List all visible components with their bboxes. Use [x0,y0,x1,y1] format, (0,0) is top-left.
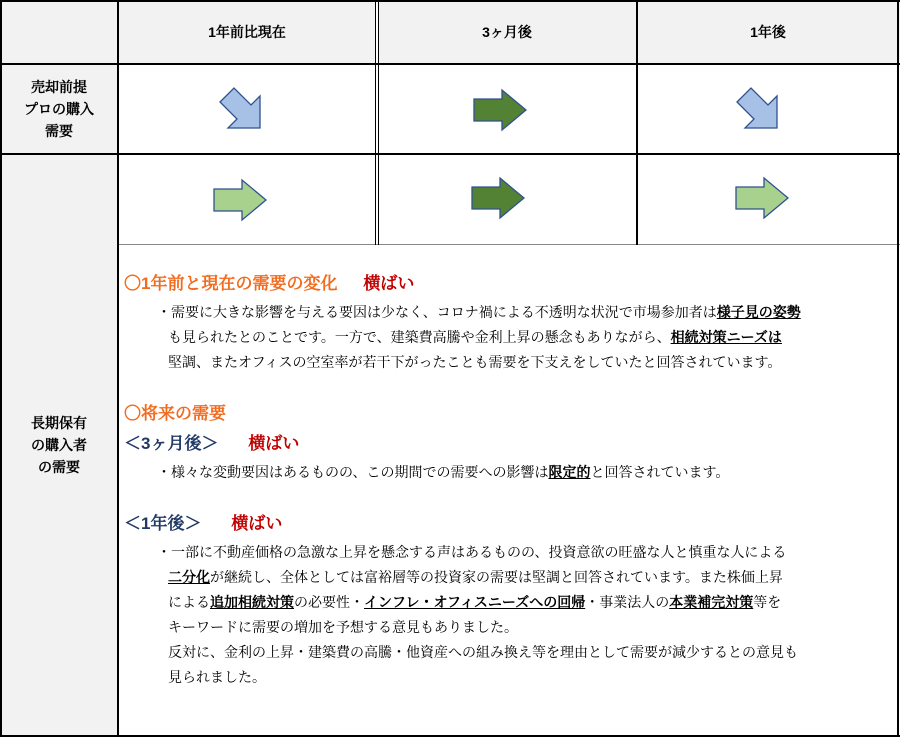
sub2-line3-text-d: 等を [753,594,782,610]
keyword-core-business: 本業補完対策 [669,594,754,610]
sub2-line3-text-a: による [168,594,210,610]
sub2-line4 [168,615,518,639]
column-header-2: 3ヶ月後 [378,0,636,64]
sub2-line3 [168,590,781,614]
row-label-longterm-line2: の購入者 [31,437,87,453]
sub2-line2 [168,565,783,589]
sub2-title: ＜1年後＞ [124,514,202,533]
sub2-line6 [168,665,266,689]
row-label-longterm-line3: の需要 [38,459,80,475]
sub2-line3-text-b: の必要性・ [294,594,364,610]
arrow-right-icon [470,176,526,220]
sub2-line5 [168,640,798,664]
section1-heading [124,272,414,296]
border-arrow-row2-bottom [118,244,900,245]
arrow-down-right-icon [216,84,272,140]
arrow-right-icon [734,176,790,220]
column-header-1: 1年前比現在 [118,0,376,64]
section2-title: 〇将来の需要 [124,404,226,423]
section1-line3-text: 堅調、またオフィスの空室率が若干下がったことも需要を下支えをしていたと回答されています。 [168,354,782,370]
row-label-resale-line3: 需要 [45,123,73,139]
section1-line1 [157,300,801,324]
border-right [897,0,899,737]
column-header-3: 1年後 [636,0,900,64]
row-label-resale-line2: プロの購入 [24,101,94,117]
row-label-resale-line1: 売却前提 [31,79,87,95]
sub1-trend: 横ばい [248,434,300,453]
row-label-longterm [0,154,118,736]
keyword-additional-inheritance: 追加相続対策 [210,594,294,610]
sub1-title: ＜3ヶ月後＞ [124,434,219,453]
border-col2 [636,0,638,245]
sub2-line1 [157,540,786,564]
sub2-heading [124,512,282,536]
sub2-line3-text-c: ・事業法人の [585,594,670,610]
border-left [0,0,2,737]
sub2-line4-text: キーワードに需要の増加を予想する意見もありました。 [168,619,518,635]
sub2-line6-text: 見られました。 [168,669,266,685]
sub1-line-text-b: と回答されています。 [590,464,730,480]
section1-line1-text: ・需要に大きな影響を与える要因は少なく、コロナ禍による不透明な状況で市場参加者は [157,304,717,320]
section1-line2 [168,325,782,349]
keyword-limited: 限定的 [548,464,591,480]
sub1-line-text-a: ・様々な変動要因はあるものの、この期間での需要への影響は [157,464,549,480]
sub2-line5-text: 反対に、金利の上昇・建築費の高騰・他資産への組み換え等を理由として需要が減少するとの意見も [168,644,798,660]
section1-title: 〇1年前と現在の需要の変化 [124,274,338,293]
header-corner [0,0,118,64]
border-row1-bottom [0,153,900,155]
sub2-line2-text: が継続し、全体としては富裕層等の投資家の需要は堅調と回答されています。また株価上昇 [210,569,783,585]
arrow-down-right-icon [733,84,789,140]
sub1-heading [124,432,299,456]
sub1-line [157,460,729,484]
row-label-longterm-line1: 長期保有 [31,415,87,431]
keyword-polarization: 二分化 [168,569,210,585]
border-top [0,0,900,2]
keyword-wait-and-see: 様子見の姿勢 [716,304,801,320]
arrow-right-icon [212,178,268,222]
sub2-line1-text: ・一部に不動産価格の急激な上昇を懸念する声はあるものの、投資意欲の旺盛な人と慎重な人による [157,544,787,560]
border-header-bottom [0,63,900,65]
section1-trend: 横ばい [363,274,415,293]
arrow-right-icon [472,88,528,132]
border-label-col [117,0,119,737]
section2-heading [124,402,226,426]
border-col1-b [378,0,379,245]
border-col1-a [375,0,376,245]
row-label-resale [0,64,118,154]
section1-line2-text: も見られたとのことです。一方で、建築費高騰や金利上昇の懸念もありながら、 [168,329,671,345]
keyword-inheritance-needs: 相続対策ニーズは [670,329,782,345]
sub2-trend: 横ばい [231,514,283,533]
section1-line3 [168,350,781,374]
border-bottom [0,735,900,737]
keyword-inflation-office: インフレ・オフィスニーズへの回帰 [364,594,586,610]
